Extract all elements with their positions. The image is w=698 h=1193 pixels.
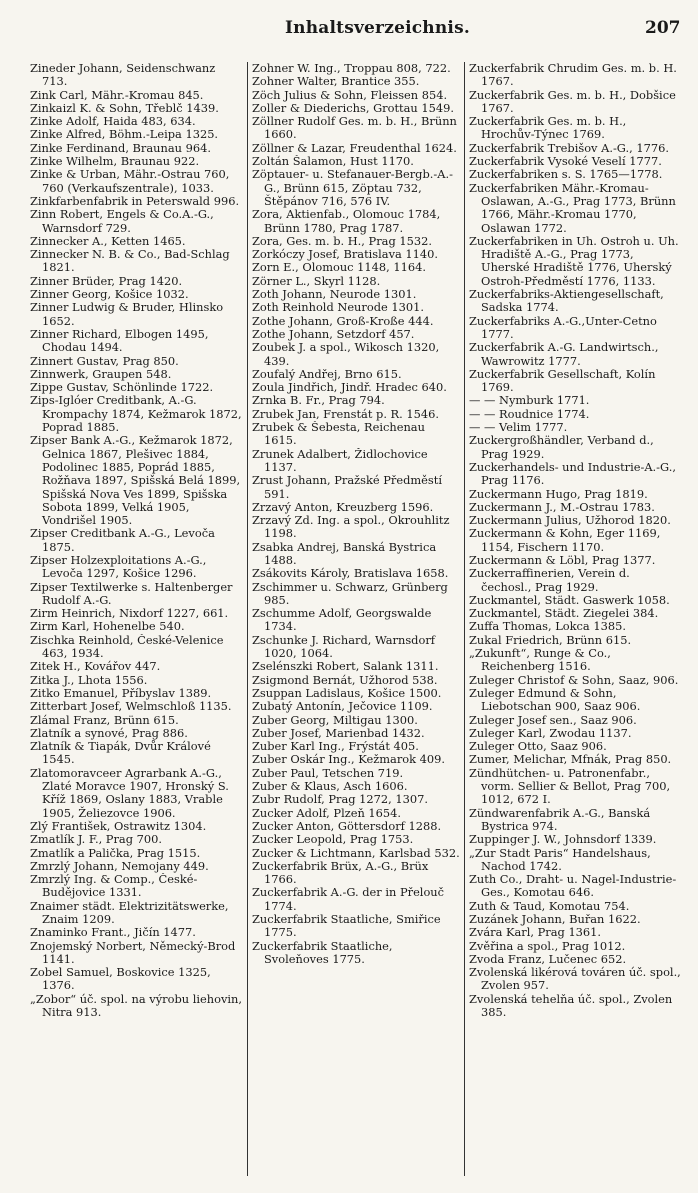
column-divider (464, 62, 465, 1176)
index-entry: Zoth Reinhold Neurode 1301. (252, 301, 424, 315)
index-entry: Zoufalý Andřej, Brno 615. (252, 367, 402, 381)
index-entry: Zuckerfabrik Brüx, A.-G., Brüx 1766. (252, 859, 429, 887)
index-entry: Zothe Johann, Groß-Kroße 444. (252, 314, 434, 328)
index-entry: Zora, Ges. m. b. H., Prag 1532. (252, 234, 432, 248)
index-entry: Zorn E., Olomouc 1148, 1164. (252, 261, 427, 275)
index-entry: Zinkaizl K. & Sohn, Třeblč 1439. (30, 101, 219, 115)
index-entry: Zipser Textilwerke s. Haltenberger Rudolf A.-G. (30, 580, 233, 607)
index-entry: Zuckermann Hugo, Prag 1819. (469, 487, 648, 501)
index-entry: Zohner Walter, Brantice 355. (252, 75, 420, 89)
index-entry: Zora, Aktienfab., Olomouc 1784, Brünn 1780, Prag 1787. (252, 208, 441, 235)
index-entry: Zinner Brüder, Prag 1420. (30, 274, 183, 288)
index-entry: „Zobor“ úč. spol. na výrobu liehovin, Nitra 913. (30, 992, 242, 1020)
index-entry: Zubatý Antonín, Ječovice 1109. (252, 700, 433, 714)
index-entry: Zobel Samuel, Boskovice 1325, 1376. (30, 966, 211, 993)
index-entry: Zuckmantel, Städt. Ziegelei 384. (469, 607, 659, 621)
index-entry: Zlatník & Tiapák, Dvůr Králové 1545. (30, 740, 211, 767)
index-entry: Zinnert Gustav, Prag 850. (30, 354, 179, 368)
index-entry: Zinnwerk, Graupen 548. (30, 367, 172, 381)
index-entry: Zuckerfabrik Staatliche, Svoleňoves 1775. (252, 939, 393, 966)
index-entry: Zuber Paul, Tetschen 719. (252, 766, 404, 780)
index-entry: Zöch Julius & Sohn, Fleissen 854. (252, 88, 448, 102)
index-entry: Zinnecker A., Ketten 1465. (30, 234, 186, 248)
index-column-2 (252, 62, 460, 1182)
index-entry: Zrubek Jan, Frenstát p. R. 1546. (252, 407, 439, 421)
index-entry: Zukal Friedrich, Brünn 615. (469, 633, 632, 647)
index-entry: Zipser Creditbank A.-G., Levoča 1875. (30, 527, 215, 554)
index-entry: Zucker Anton, Göttersdorf 1288. (252, 819, 442, 833)
index-entry: Znaimer städt. Elektrizitätswerke, Znaim 1209. (30, 899, 229, 926)
index-entry: Zuth Co., Draht- u. Nagel-Industrie-Ges., Komotau 646. (469, 873, 677, 900)
page-number: 207 (645, 18, 681, 38)
index-entry: Zuber Oskár Ing., Kežmarok 409. (252, 753, 446, 767)
index-entry: Zuckerfabrik Staatliche, Smiřice 1775. (252, 913, 441, 940)
index-entry: Zirm Heinrich, Nixdorf 1227, 661. (30, 607, 229, 621)
index-entry: — — Velim 1777. (469, 421, 568, 435)
index-entry: Zuckergroßhändler, Verband d., Prag 1929. (469, 434, 654, 461)
index-entry: Zsákovits Károly, Bratislava 1658. (252, 567, 449, 581)
index-entry: Zink Carl, Mähr.-Kromau 845. (30, 88, 204, 102)
index-entry: Zucker Leopold, Prag 1753. (252, 833, 414, 847)
index-entry: Zlý František, Ostrawitz 1304. (30, 819, 207, 833)
index-entry: Zrnka B. Fr., Prag 794. (252, 394, 385, 408)
index-entry: Znaminko Frant., Jičín 1477. (30, 926, 196, 940)
index-column-3 (469, 62, 683, 1182)
index-entry: Zörner L., Skyrl 1128. (252, 274, 381, 288)
index-entry: „Zur Stadt Paris“ Handelshaus, Nachod 1742. (469, 846, 651, 873)
index-entry: Zlatník a synové, Prag 886. (30, 726, 188, 740)
page-title: Inhaltsverzeichnis. (285, 18, 470, 38)
index-entry: Zinner Georg, Košice 1032. (30, 288, 189, 302)
index-entry: Zuckerraffinerien, Verein d. čechosl., Prag 1929. (469, 567, 630, 594)
index-entry: Zsigmond Bernát, Užhorod 538. (252, 673, 438, 687)
index-entry: Zitek H., Kovářov 447. (30, 660, 161, 674)
index-entry: Zvolenská likérová továren úč. spol., Zvolen 957. (469, 966, 681, 993)
index-entry: Zschimmer u. Schwarz, Grünberg 985. (252, 580, 448, 607)
index-entry: Zuleger Christof & Sohn, Saaz, 906. (469, 673, 679, 687)
index-column-1 (30, 62, 242, 1182)
index-entry: Zitterbart Josef, Welmschloß 1135. (30, 700, 232, 714)
index-entry: Zuckmantel, Städt. Gaswerk 1058. (469, 593, 670, 607)
index-entry: Zineder Johann, Seidenschwanz 713. (30, 62, 216, 89)
index-entry: Zuleger Otto, Saaz 906. (469, 740, 607, 754)
index-entry: Zips-Iglóer Creditbank, A.-G. Krompachy 1874, Kežmarok 1872, Poprad 1885. (30, 394, 242, 435)
index-entry: Zuber Josef, Marienbad 1432. (252, 726, 425, 740)
index-entry: Zuppinger J. W., Johnsdorf 1339. (469, 833, 657, 847)
index-entry: Zuckerfabrik Chrudim Ges. m. b. H. 1767. (469, 62, 677, 89)
index-entry: Zipser Holzexploitations A.-G., Levoča 1297, Košice 1296. (30, 553, 207, 581)
index-entry: Zöllner Rudolf Ges. m. b. H., Brünn 1660. (252, 115, 457, 142)
index-entry: Zuckerfabriken in Uh. Ostroh u. Uh. Hradiště A.-G., Prag 1773, Uherské Hradiště 1776, Uherský Ostroh-Předměstí 1776, 1133. (469, 234, 679, 288)
index-entry: Zuffa Thomas, Lokca 1385. (469, 620, 626, 634)
index-entry: Zoula Jindřich, Jindř. Hradec 640. (252, 381, 447, 395)
index-entry: Zuckerfabriken s. S. 1765—1778. (469, 168, 663, 182)
index-entry: Zuckermann & Löbl, Prag 1377. (469, 553, 656, 567)
index-entry: Zitka J., Lhota 1556. (30, 673, 148, 687)
index-entry: Zuckermann & Kohn, Eger 1169, 1154, Fischern 1170. (469, 527, 661, 554)
index-entry: Zöptauer- u. Stefanauer-Bergb.-A.-G., Brünn 615, Zöptau 732, Štěpánov 716, 576 IV. (252, 168, 453, 208)
index-entry: Zuckermann J., M.-Ostrau 1783. (469, 500, 655, 514)
index-entry: Zuckerfabriken Mähr.-Kromau-Oslawan, A.-G., Prag 1773, Brünn 1766, Mähr.-Kromau 1770, Oslawan 1772. (469, 181, 676, 235)
index-entry: Zvoda Franz, Lučenec 652. (469, 952, 627, 966)
index-entry: Zlámal Franz, Brünn 615. (30, 713, 179, 727)
index-entry: Zlatomoravceer Agrarbank A.-G., Zlaté Moravce 1907, Hronský S. Kříž 1869, Oslany 1883, Vrable 1905, Želiezovce 1906. (30, 766, 229, 820)
index-entry: Zuckerfabrik Vysoké Veselí 1777. (469, 155, 662, 169)
index-entry: Zinner Richard, Elbogen 1495, Chodau 1494. (30, 327, 209, 355)
index-entry: Zrust Johann, Pražské Předměstí 591. (252, 474, 442, 501)
index-entry: Zuleger Karl, Zwodau 1137. (469, 726, 632, 740)
index-entry: Zucker Adolf, Plzeň 1654. (252, 806, 402, 820)
index-entry: Zuckerfabrik A.-G. Landwirtsch., Wawrowitz 1777. (469, 341, 659, 368)
index-entry: Zorkóczy Josef, Bratislava 1140. (252, 248, 439, 262)
index-entry: Zrunek Adalbert, Židlochovice 1137. (252, 447, 428, 474)
index-entry: Zschumme Adolf, Georgswalde 1734. (252, 607, 432, 634)
index-entry: Zvára Karl, Prag 1361. (469, 926, 602, 940)
index-entry: — — Nymburk 1771. (469, 394, 590, 408)
index-entry: Zmrzlý Johann, Nemojany 449. (30, 859, 209, 873)
index-entry: Zuber Georg, Miltigau 1300. (252, 713, 418, 727)
index-entry: Zohner W. Ing., Troppau 808, 722. (252, 62, 451, 75)
index-entry: Zoller & Diederichs, Grottau 1549. (252, 101, 454, 115)
index-entry: Zrubek & Šebesta, Reichenau 1615. (252, 421, 425, 448)
index-entry: Zinke Alfred, Böhm.-Leipa 1325. (30, 128, 219, 142)
index-entry: Zinkfarbenfabrik in Peterswald 996. (30, 194, 240, 208)
index-entry: Zuber Karl Ing., Frýstát 405. (252, 740, 419, 754)
index-entry: Zuckerfabrik Trebišov A.-G., 1776. (469, 141, 669, 155)
index-entry: „Zukunft“, Runge & Co., Reichenberg 1516. (469, 647, 611, 674)
column-divider (247, 62, 248, 1176)
index-entry: Zirm Karl, Hohenelbe 540. (30, 620, 185, 634)
index-entry: Zündwarenfabrik A.-G., Banská Bystrica 974. (469, 806, 651, 833)
index-entry: Zündhütchen- u. Patronenfabr., vorm. Sellier & Bellot, Prag 700, 1012, 672 I. (469, 766, 671, 807)
index-entry: Zucker & Lichtmann, Karlsbad 532. (252, 846, 460, 860)
index-entry: Zselénszki Robert, Salank 1311. (252, 660, 439, 674)
index-entry: Zinke Adolf, Haida 483, 634. (30, 115, 196, 129)
index-entry: Zinke Wilhelm, Braunau 922. (30, 155, 200, 169)
index-entry: Zinn Robert, Engels & Co.A.-G., Warnsdorf 729. (30, 208, 214, 235)
index-entry: Zuth & Taud, Komotau 754. (469, 899, 630, 913)
index-entry: Zinner Ludwig & Bruder, Hlinsko 1652. (30, 301, 224, 328)
index-entry: Zuckerfabrik Ges. m. b. H., Dobšice 1767. (469, 88, 676, 115)
index-entry: — — Roudnice 1774. (469, 407, 590, 421)
index-entry: Zschunke J. Richard, Warnsdorf 1020, 1064. (252, 633, 435, 661)
index-entry: Zippe Gustav, Schönlinde 1722. (30, 381, 214, 395)
index-entry: Zoth Johann, Neurode 1301. (252, 288, 417, 302)
index-entry: Zischka Reinhold, České-Velenice 463, 1934. (30, 633, 224, 661)
index-entry: Zmatlík J. F., Prag 700. (30, 833, 162, 847)
index-entry: Zoltán Šalamon, Hust 1170. (252, 155, 414, 169)
index-entry: Zipser Bank A.-G., Kežmarok 1872, Gelnica 1867, Plešivec 1884, Podolinec 1885, Poprád 1885, Rožňava 1897, Spišská Belá 1899, Spišská Nova Ves 1899, Spišska Sobota 1899, Velká 1905, Vondrišel 1905. (30, 434, 241, 528)
index-entry: Zrzavý Anton, Kreuzberg 1596. (252, 500, 434, 514)
index-entry: Zitko Emanuel, Příbyslav 1389. (30, 686, 212, 700)
index-entry: Zuckerfabrik Ges. m. b. H., Hrochův-Týnec 1769. (469, 115, 627, 142)
index-entry: Zumer, Melichar, Mfnák, Prag 850. (469, 753, 672, 767)
index-entry: Zvěřina a spol., Prag 1012. (469, 939, 626, 953)
index-entry: Zuzánek Johann, Buřan 1622. (469, 913, 641, 926)
index-entry: Zmrzlý Ing. & Comp., České-Budějovice 1331. (30, 873, 198, 900)
index-entry: Zsabka Andrej, Banská Bystrica 1488. (252, 540, 437, 567)
index-entry: Zrzavý Zd. Ing. a spol., Okrouhlitz 1198. (252, 514, 450, 541)
index-entry: Zuleger Josef sen., Saaz 906. (469, 713, 637, 727)
index-entry: Znojemský Norbert, Německý-Brod 1141. (30, 939, 236, 966)
index-entry: Zubr Rudolf, Prag 1272, 1307. (252, 793, 429, 807)
index-entry: Zuber & Klaus, Asch 1606. (252, 780, 408, 794)
index-entry: Zuckerfabriks A.-G.,Unter-Cetno 1777. (469, 314, 657, 341)
index-entry: Zmatlík a Palička, Prag 1515. (30, 846, 201, 860)
index-entry: Zinke & Urban, Mähr.-Ostrau 760, 760 (Verkaufszentrale), 1033. (30, 168, 230, 195)
index-entry: Zuleger Edmund & Sohn, Liebotschan 900, Saaz 906. (469, 686, 641, 714)
index-entry: Zvolenská tehelňa úč. spol., Zvolen 385. (469, 992, 673, 1020)
index-entry: Zuckerfabrik A.-G. der in Přelouč 1774. (252, 886, 445, 913)
index-entry: Zothe Johann, Setzdorf 457. (252, 327, 415, 341)
index-entry: Zuckerfabriks-Aktiengesellschaft, Sadska 1774. (469, 288, 664, 315)
index-entry: Zoubek J. a spol., Wikosch 1320, 439. (252, 341, 440, 368)
page-header (0, 18, 698, 42)
index-entry: Zöllner & Lazar, Freudenthal 1624. (252, 141, 457, 155)
index-entry: Zuckermann Julius, Užhorod 1820. (469, 514, 671, 528)
index-entry: Zsuppan Ladislaus, Košice 1500. (252, 686, 442, 700)
index-entry: Zuckerhandels- und Industrie-A.-G., Prag 1176. (469, 460, 676, 488)
index-entry: Zuckerfabrik Gesellschaft, Kolín 1769. (469, 367, 656, 395)
index-entry: Zinke Ferdinand, Braunau 964. (30, 141, 211, 155)
index-entry: Zinnecker N. B. & Co., Bad-Schlag 1821. (30, 248, 230, 275)
